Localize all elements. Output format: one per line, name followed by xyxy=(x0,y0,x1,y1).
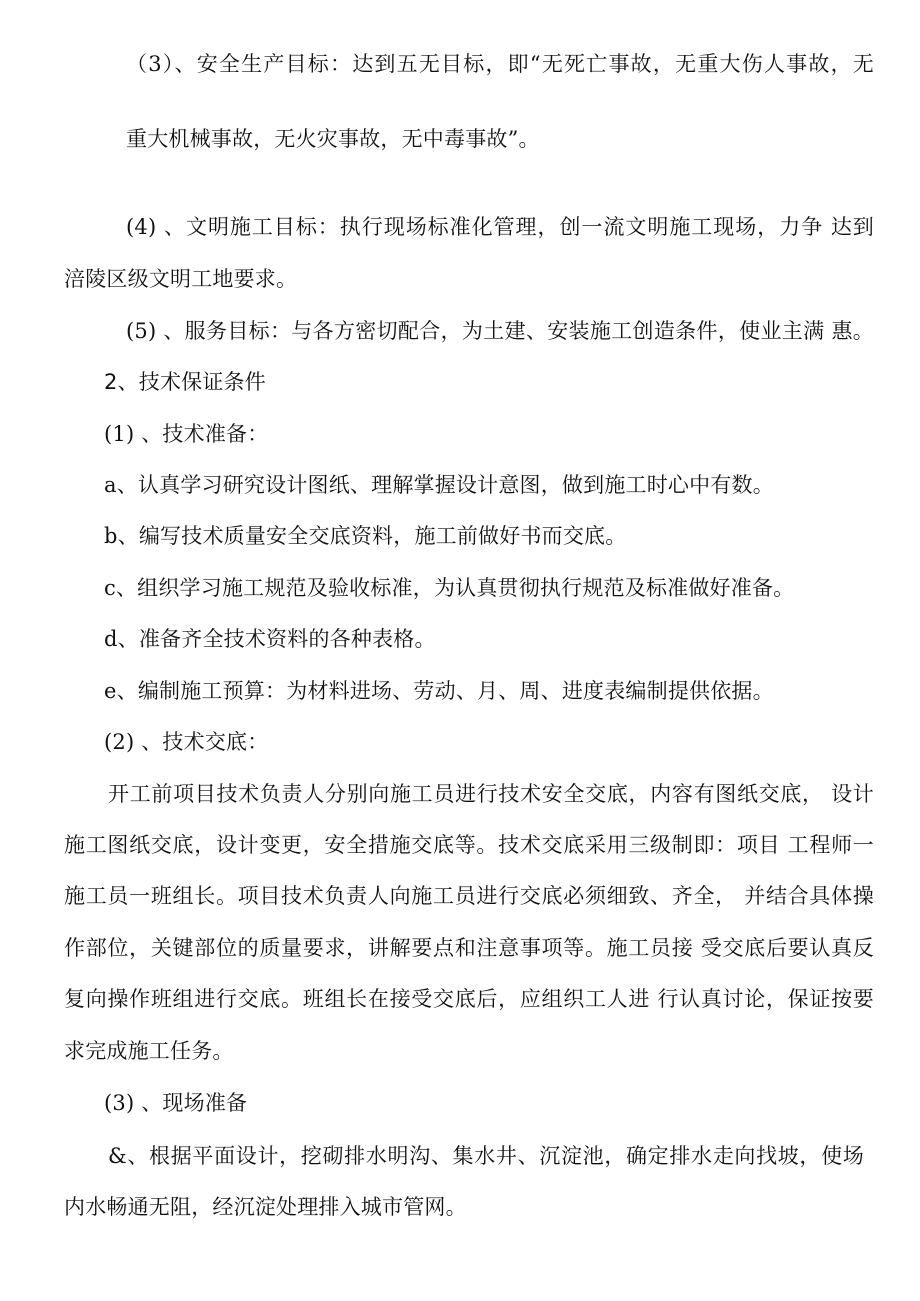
site-prep-line-1: &、根据平面设计，挖砌排水明沟、集水井、沉淀池，确定排水走向找坡，使场 xyxy=(108,1144,864,1168)
section-2-heading: 2、技术保证条件 xyxy=(104,370,266,394)
goal-3-line-2: 重大机械事故，无火灾事故，无中毒事故”。 xyxy=(126,127,540,151)
briefing-paragraph-line-6: 求完成施工任务。 xyxy=(64,1039,234,1063)
goal-5-line: (5) 、服务目标：与各方密切配合，为土建、安装施工创造条件，使业主满 惠。 xyxy=(126,319,874,343)
item-a: a、认真学习研究设计图纸、理解掌握设计意图，做到施工时心中有数。 xyxy=(104,473,774,497)
briefing-paragraph-line-4: 作部位，关键部位的质量要求，讲解要点和注意事项等。施工员接 受交底后要认真反 xyxy=(64,936,874,960)
subsection-3-heading: (3) 、现场准备 xyxy=(104,1091,248,1115)
goal-4-line-2: 涪陵区级文明工地要求。 xyxy=(64,267,298,291)
subsection-1-heading: (1) 、技术准备： xyxy=(104,422,269,446)
goal-4-line-1: (4) 、文明施工目标：执行现场标准化管理，创一流文明施工现场，力争 达到 xyxy=(126,215,874,239)
briefing-paragraph-line-5: 复向操作班组进行交底。班组长在接受交底后，应组织工人进 行认真讨论，保证按要 xyxy=(64,987,874,1011)
site-prep-line-2: 内水畅通无阻，经沉淀处理排入城市管网。 xyxy=(64,1195,467,1219)
goal-3-line-1: （3）、安全生产目标：达到五无目标，即“无死亡事故，无重大伤人事故，无 xyxy=(126,52,874,76)
briefing-paragraph-line-3: 施工员一班组长。项目技术负责人向施工员进行交底必须细致、齐全， 并结合具体操 xyxy=(64,884,874,908)
item-e: e、编制施工预算：为材料进场、劳动、月、周、进度表编制提供依据。 xyxy=(104,679,774,703)
item-b: b、编写技术质量安全交底资料，施工前做好书而交底。 xyxy=(104,524,627,548)
item-d: d、准备齐全技术资料的各种表格。 xyxy=(104,627,436,651)
briefing-paragraph-line-2: 施工图纸交底，设计变更，安全措施交底等。技术交底采用三级制即：项目 工程师一 xyxy=(64,833,874,857)
briefing-paragraph-line-1: 开工前项目技术负责人分别向施工员进行技术安全交底，内容有图纸交底， 设计 xyxy=(108,782,874,806)
item-c: c、组织学习施工规范及验收标准，为认真贯彻执行规范及标准做好准备。 xyxy=(104,576,795,600)
subsection-2-heading: (2) 、技术交底： xyxy=(104,730,269,754)
